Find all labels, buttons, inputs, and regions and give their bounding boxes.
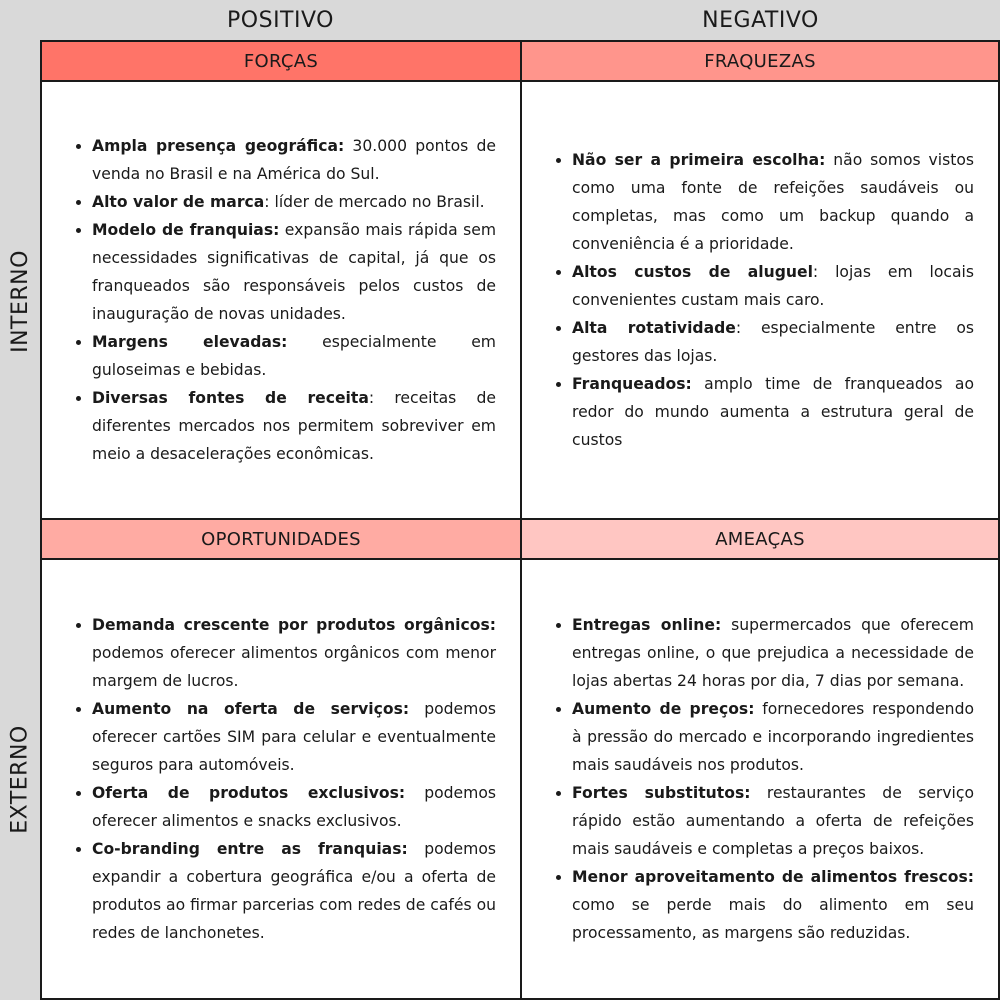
item-label: Entregas online: xyxy=(572,616,722,634)
quadrant-title-opportunities: OPORTUNIDADES xyxy=(42,520,522,560)
quadrant-title-weaknesses: FRAQUEZAS xyxy=(522,42,998,82)
opportunities-list xyxy=(70,611,496,947)
item-text: não somos vistos como uma fonte de refeições saudáveis ou completas, mas como um backup quando a conveniência é a prioridade. xyxy=(572,151,974,253)
list-item xyxy=(92,835,496,947)
item-label: Margens elevadas: xyxy=(92,333,288,351)
item-text: : lojas em locais convenientes custam mais caro. xyxy=(572,263,974,309)
strengths-list xyxy=(70,132,496,468)
list-item xyxy=(572,258,974,314)
item-label: Modelo de franquias: xyxy=(92,221,280,239)
row-header-external-label: EXTERNO xyxy=(7,724,33,834)
list-item xyxy=(92,695,496,779)
item-label: Menor aproveitamento de alimentos frescos: xyxy=(572,868,974,886)
item-text: podemos oferecer cartões SIM para celular e eventualmente seguros para automóveis. xyxy=(92,700,496,774)
item-label: Altos custos de aluguel xyxy=(572,263,813,281)
item-text: podemos oferecer alimentos e snacks exclusivos. xyxy=(92,784,496,830)
item-label: Oferta de produtos exclusivos: xyxy=(92,784,406,802)
item-text: fornecedores respondendo à pressão do mercado e incorporando ingredientes mais saudáveis nos produtos. xyxy=(572,700,975,774)
row-header-external xyxy=(0,560,40,998)
item-label: Demanda crescente por produtos orgânicos: xyxy=(92,616,496,634)
item-text: podemos oferecer alimentos orgânicos com menor margem de lucros. xyxy=(92,644,496,690)
quadrant-body-weaknesses xyxy=(522,82,998,520)
item-label: Alta rotatividade xyxy=(572,319,736,337)
item-text: : líder de mercado no Brasil. xyxy=(264,193,485,211)
item-label: Diversas fontes de receita xyxy=(92,389,369,407)
threats-list xyxy=(550,611,974,947)
item-text: : receitas de diferentes mercados nos permitem sobreviver em meio a desacelerações econômicas. xyxy=(92,389,496,463)
quadrant-body-opportunities xyxy=(42,560,522,998)
item-text: : especialmente entre os gestores das lojas. xyxy=(572,319,974,365)
list-item xyxy=(92,132,496,188)
item-text: supermercados que oferecem entregas online, o que prejudica a necessidade de lojas abertas 24 horas por dia, 7 dias por semana. xyxy=(572,616,974,690)
row-header-internal xyxy=(0,82,40,520)
item-text: restaurantes de serviço rápido estão aumentando a oferta de refeições mais saudáveis e completas a preços baixos. xyxy=(572,784,974,858)
item-label: Alto valor de marca xyxy=(92,193,265,211)
list-item xyxy=(572,146,974,258)
item-text: amplo time de franqueados ao redor do mundo aumenta a estrutura geral de custos xyxy=(572,375,974,449)
item-text: 30.000 pontos de venda no Brasil e na América do Sul. xyxy=(92,137,496,183)
list-item xyxy=(572,695,974,779)
quadrant-body-threats xyxy=(522,560,998,998)
item-label: Não ser a primeira escolha: xyxy=(572,151,826,169)
row-header-internal-label: INTERNO xyxy=(7,249,33,353)
quadrant-title-threats: AMEAÇAS xyxy=(522,520,998,560)
list-item xyxy=(92,328,496,384)
item-text: podemos expandir a cobertura geográfica e/ou a oferta de produtos ao firmar parcerias com redes de cafés ou redes de lanchonetes. xyxy=(92,840,496,942)
list-item xyxy=(92,188,496,216)
list-item xyxy=(572,314,974,370)
list-item xyxy=(92,216,496,328)
item-label: Ampla presença geográfica: xyxy=(92,137,345,155)
item-text: expansão mais rápida sem necessidades significativas de capital, já que os franqueados são responsáveis pelos custos de inauguração de novas unidades. xyxy=(92,221,497,323)
list-item xyxy=(572,611,974,695)
list-item xyxy=(92,611,496,695)
item-label: Co-branding entre as franquias: xyxy=(92,840,408,858)
item-text: como se perde mais do alimento em seu processamento, as margens são reduzidas. xyxy=(572,896,974,942)
list-item xyxy=(92,779,496,835)
quadrant-body-strengths xyxy=(42,82,522,520)
list-item xyxy=(572,779,974,863)
column-header-negative: NEGATIVO xyxy=(702,7,819,33)
list-item xyxy=(572,370,974,454)
item-label: Fortes substitutos: xyxy=(572,784,751,802)
column-header-positive: POSITIVO xyxy=(227,7,334,33)
item-label: Franqueados: xyxy=(572,375,692,393)
list-item xyxy=(572,863,974,947)
swot-matrix xyxy=(40,40,1000,1000)
weaknesses-list xyxy=(550,146,974,454)
list-item xyxy=(92,384,496,468)
item-label: Aumento de preços: xyxy=(572,700,755,718)
item-text: especialmente em guloseimas e bebidas. xyxy=(92,333,496,379)
item-label: Aumento na oferta de serviços: xyxy=(92,700,410,718)
quadrant-title-strengths: FORÇAS xyxy=(42,42,522,82)
